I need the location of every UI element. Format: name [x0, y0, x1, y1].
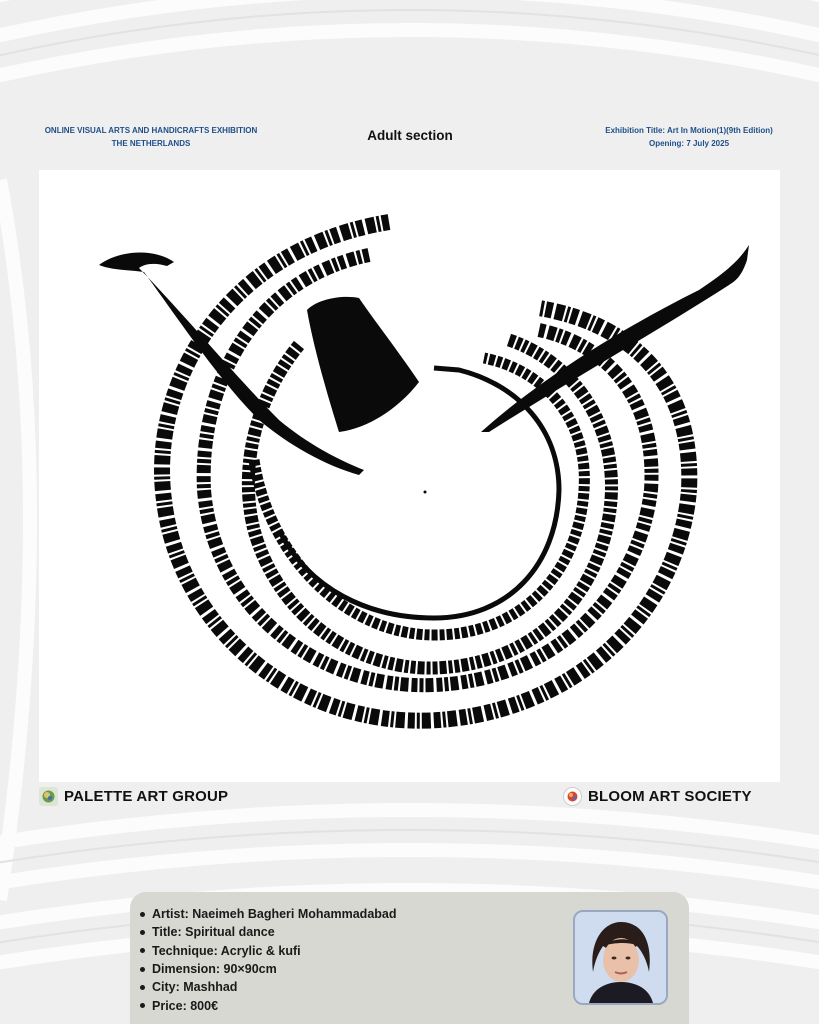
- palette-art-group: [39, 785, 228, 807]
- artist-name: Artist: Naeimeh Bagheri Mohammadabad: [140, 905, 397, 923]
- exhibition-name-line1: ONLINE VISUAL ARTS AND HANDICRAFTS EXHIBITION: [44, 126, 258, 135]
- artwork-technique: Technique: Acrylic & kufi: [140, 942, 397, 960]
- artwork-dimension: Dimension: 90×90cm: [140, 960, 397, 978]
- bloom-art-society: [563, 785, 752, 807]
- palette-logo-icon: [39, 787, 58, 806]
- bullet-icon: [140, 948, 145, 953]
- bullet-icon: [140, 930, 145, 935]
- bullet-icon: [140, 912, 145, 917]
- artist-portrait: [573, 910, 668, 1005]
- opening-date: Opening: 7 July 2025: [648, 139, 730, 148]
- exhibition-location: THE NETHERLANDS: [111, 139, 191, 148]
- palette-art-group-label: PALETTE ART GROUP: [64, 787, 229, 805]
- exhibition-name: [20, 124, 282, 150]
- artwork-image: [39, 170, 780, 782]
- exhibition-title: Exhibition Title: Art In Motion(1)(9th Edition): [605, 126, 773, 135]
- artist-info-list: [140, 905, 397, 1015]
- bullet-icon: [140, 1003, 145, 1008]
- bloom-art-society-label: BLOOM ART SOCIETY: [588, 787, 752, 805]
- section-title: Adult section: [367, 128, 453, 143]
- bullet-icon: [140, 967, 145, 972]
- artwork-price: Price: 800€: [140, 996, 397, 1014]
- artwork-title: Title: Spiritual dance: [140, 923, 397, 941]
- bloom-logo-icon: [563, 787, 582, 806]
- artist-city: City: Mashhad: [140, 978, 397, 996]
- exhibition-details: [578, 124, 800, 150]
- bullet-icon: [140, 985, 145, 990]
